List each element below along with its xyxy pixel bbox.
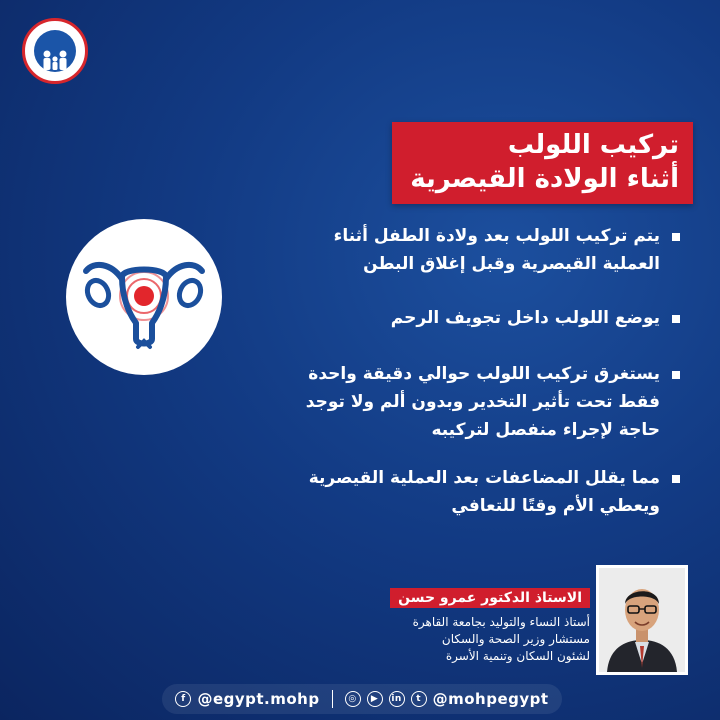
- social-footer: [162, 684, 562, 714]
- bullet-item-1: [230, 222, 680, 278]
- bullet-3-line-1: يستغرق تركيب اللولب حوالي دقيقة واحدة: [308, 364, 660, 384]
- instagram-icon[interactable]: ◎: [345, 691, 361, 707]
- title-line-2: أثناء الولادة القيصرية: [410, 164, 679, 194]
- bullet-item-3: [230, 360, 680, 444]
- bullet-item-2: [230, 304, 680, 332]
- doctor-title-line-3: لشئون السكان وتنمية الأسرة: [445, 649, 590, 663]
- bullet-1-line-2: العملية القيصرية وقبل إغلاق البطن: [363, 254, 660, 274]
- family-figures-icon: [38, 48, 72, 72]
- social-handle[interactable]: @mohpegypt: [432, 690, 549, 708]
- bullet-square-icon: [672, 315, 680, 323]
- facebook-handle[interactable]: @egypt.mohp: [197, 690, 320, 708]
- doctor-title-line-1: أستاذ النساء والتوليد بجامعة القاهرة: [412, 615, 590, 629]
- facebook-icon[interactable]: f: [175, 691, 191, 707]
- doctor-title-line-2: مستشار وزير الصحة والسكان: [441, 632, 590, 646]
- doctor-portrait-icon: [599, 568, 685, 672]
- twitter-icon[interactable]: t: [411, 691, 427, 707]
- youtube-icon[interactable]: ▶: [367, 691, 383, 707]
- linkedin-icon[interactable]: in: [389, 691, 405, 707]
- bullet-3-line-2: فقط تحت تأثير التخدير وبدون ألم ولا توجد: [305, 392, 660, 412]
- page-title: [392, 122, 693, 204]
- bullet-square-icon: [672, 233, 680, 241]
- bullet-3-line-3: حاجة لإجراء منفصل لتركيبه: [431, 420, 660, 440]
- bullet-4-line-1: مما يقلل المضاعفات بعد العملية القيصرية: [308, 468, 660, 488]
- bullet-1-line-1: يتم تركيب اللولب بعد ولادة الطفل أثناء: [333, 226, 660, 246]
- ministry-logo: [22, 18, 88, 84]
- bullet-square-icon: [672, 371, 680, 379]
- bullet-4-line-2: ويعطي الأم وقتًا للتعافي: [451, 496, 660, 516]
- footer-divider: [332, 690, 333, 708]
- doctor-name: الاستاذ الدكتور عمرو حسن: [390, 588, 590, 608]
- doctor-photo: [596, 565, 688, 675]
- uterus-icon: [66, 219, 222, 375]
- uterus-illustration: [66, 219, 222, 375]
- doctor-title: [350, 614, 590, 665]
- bullet-2-line-1: يوضع اللولب داخل تجويف الرحم: [390, 308, 660, 328]
- title-line-1: تركيب اللولب: [507, 130, 679, 160]
- bullet-square-icon: [672, 475, 680, 483]
- family-emblem-icon: [34, 30, 76, 72]
- bullet-item-4: [230, 464, 680, 520]
